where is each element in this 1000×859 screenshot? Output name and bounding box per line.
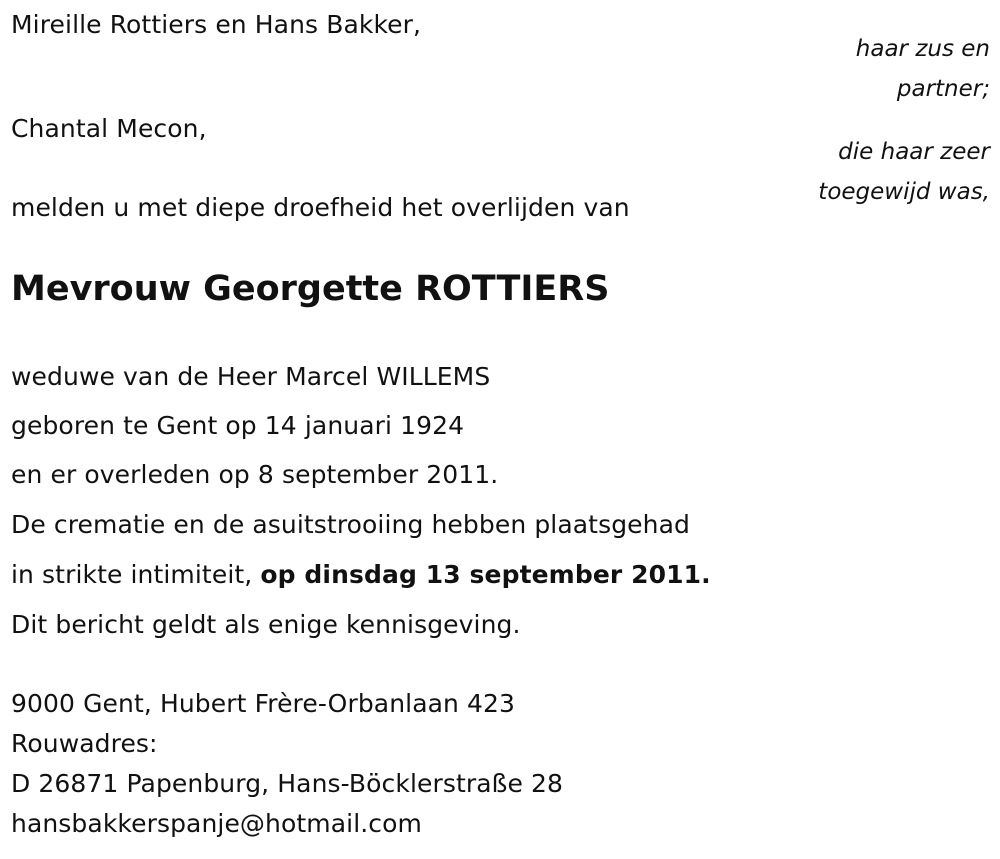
announcer-1: Mireille Rottiers en Hans Bakker, (11, 10, 422, 39)
notice-only-line: Dit bericht geldt als enige kennisgeving. (11, 610, 521, 639)
intimacy-prefix: in strikte intimiteit, (11, 560, 261, 589)
mourning-address: D 26871 Papenburg, Hans-Böcklerstraße 28 (11, 769, 564, 798)
residence-address: 9000 Gent, Hubert Frère-Orbanlaan 423 (11, 689, 516, 718)
died-line: en er overleden op 8 september 2011. (11, 460, 499, 489)
relation-1 (856, 35, 990, 103)
relation-2 (818, 138, 990, 206)
cremation-line: De crematie en de asuitstrooiing hebben plaatsgehad (11, 510, 690, 539)
widow-of-line: weduwe van de Heer Marcel WILLEMS (11, 362, 491, 391)
relation-2-line-1: die haar zeer (838, 139, 990, 165)
relation-1-line-2: partner; (896, 76, 990, 102)
relation-2-line-2: toegewijd was, (818, 179, 990, 205)
mourning-address-label: Rouwadres: (11, 729, 158, 758)
deceased-name: Mevrouw Georgette ROTTIERS (11, 269, 610, 309)
announcement-line: melden u met diepe droefheid het overlijden van (11, 193, 630, 222)
born-line: geboren te Gent op 14 januari 1924 (11, 411, 465, 440)
announcer-2: Chantal Mecon, (11, 114, 207, 143)
intimacy-line (11, 560, 711, 590)
email-address: hansbakkerspanje@hotmail.com (11, 809, 422, 838)
relation-1-line-1: haar zus en (855, 36, 990, 62)
ceremony-date: op dinsdag 13 september 2011. (260, 560, 711, 589)
